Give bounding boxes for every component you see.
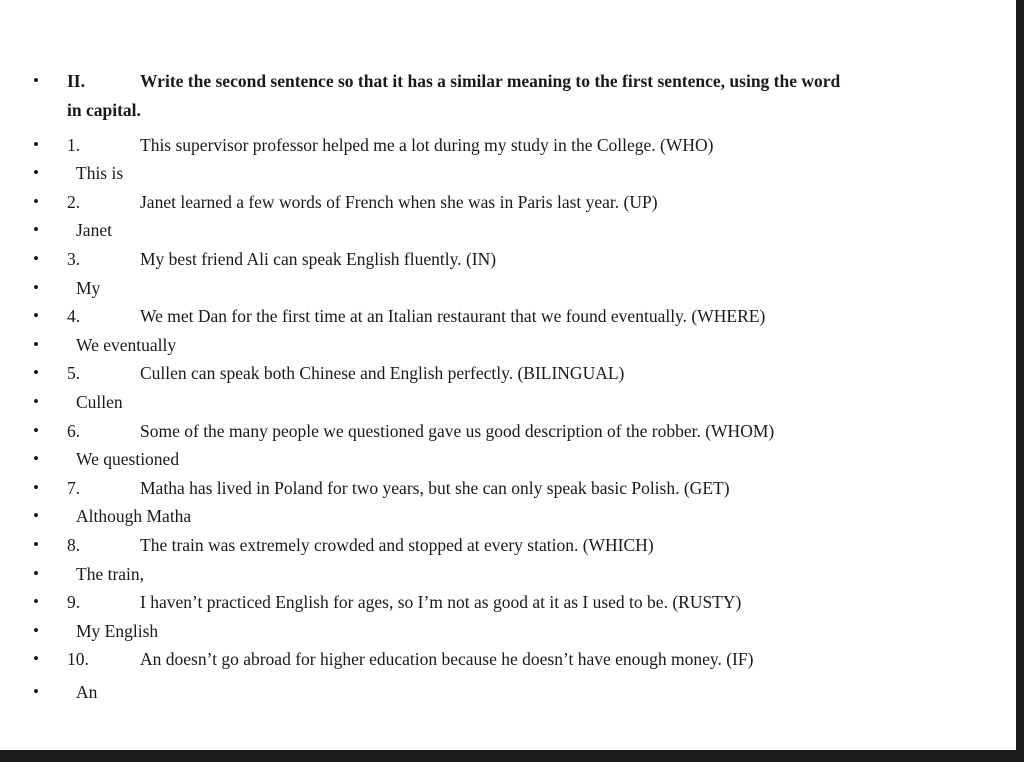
bullet: • bbox=[33, 392, 39, 411]
bullet: • bbox=[33, 649, 39, 668]
bullet: • bbox=[33, 278, 39, 297]
question-text: An doesn’t go abroad for higher education because he doesn’t have enough money. (IF) bbox=[140, 649, 754, 669]
bullet: • bbox=[33, 335, 39, 354]
question-number: 10. bbox=[67, 649, 89, 669]
bullet: • bbox=[33, 682, 39, 701]
question-number: 1. bbox=[67, 135, 81, 155]
question-number: 3. bbox=[67, 249, 81, 269]
answer-prompt: We questioned bbox=[76, 449, 180, 469]
bullet: • bbox=[33, 421, 39, 440]
answer-prompt: My English bbox=[76, 621, 159, 641]
question-number: 6. bbox=[67, 421, 81, 441]
bullet: • bbox=[33, 249, 39, 268]
question-text: We met Dan for the first time at an Italian restaurant that we found eventually. (WHERE) bbox=[140, 306, 766, 326]
bullet: • bbox=[33, 592, 39, 611]
bullet: • bbox=[33, 506, 39, 525]
bullet: • bbox=[33, 163, 39, 182]
question-text: This supervisor professor helped me a lot during my study in the College. (WHO) bbox=[140, 135, 714, 155]
section-number: II. bbox=[67, 71, 85, 91]
instruction-text-continued: in capital. bbox=[67, 100, 141, 120]
bullet: • bbox=[33, 478, 39, 497]
question-text: Some of the many people we questioned gave us good description of the robber. (WHOM) bbox=[140, 421, 775, 441]
question-number: 9. bbox=[67, 592, 81, 612]
bullet: • bbox=[33, 135, 39, 154]
screen-edge-bottom bbox=[0, 750, 1024, 762]
bullet: • bbox=[33, 71, 39, 90]
question-text: The train was extremely crowded and stopped at every station. (WHICH) bbox=[140, 535, 654, 555]
bullet: • bbox=[33, 535, 39, 554]
question-text: Cullen can speak both Chinese and English perfectly. (BILINGUAL) bbox=[140, 363, 625, 383]
answer-prompt: An bbox=[76, 682, 98, 702]
screen-edge-right bbox=[1016, 0, 1024, 762]
bullet: • bbox=[33, 621, 39, 640]
question-text: Matha has lived in Poland for two years, but she can only speak basic Polish. (GET) bbox=[140, 478, 730, 498]
question-number: 4. bbox=[67, 306, 81, 326]
bullet: • bbox=[33, 564, 39, 583]
bullet: • bbox=[33, 306, 39, 325]
question-text: My best friend Ali can speak English fluently. (IN) bbox=[140, 249, 497, 269]
bullet: • bbox=[33, 220, 39, 239]
answer-prompt: Janet bbox=[76, 220, 112, 240]
bullet: • bbox=[33, 192, 39, 211]
bullet: • bbox=[33, 363, 39, 382]
question-number: 7. bbox=[67, 478, 81, 498]
answer-prompt: We eventually bbox=[76, 335, 177, 355]
bullet: • bbox=[33, 449, 39, 468]
question-text: Janet learned a few words of French when she was in Paris last year. (UP) bbox=[140, 192, 658, 212]
answer-prompt: Although Matha bbox=[76, 506, 192, 526]
answer-prompt: The train, bbox=[76, 564, 145, 584]
question-number: 2. bbox=[67, 192, 81, 212]
question-number: 5. bbox=[67, 363, 81, 383]
answer-prompt: My bbox=[76, 278, 101, 298]
question-text: I haven’t practiced English for ages, so I’m not as good at it as I used to be. (RUSTY) bbox=[140, 592, 742, 612]
question-number: 8. bbox=[67, 535, 81, 555]
answer-prompt: Cullen bbox=[76, 392, 123, 412]
answer-prompt: This is bbox=[76, 163, 124, 183]
instruction-text: Write the second sentence so that it has a similar meaning to the first sentence, using the word bbox=[140, 71, 841, 91]
